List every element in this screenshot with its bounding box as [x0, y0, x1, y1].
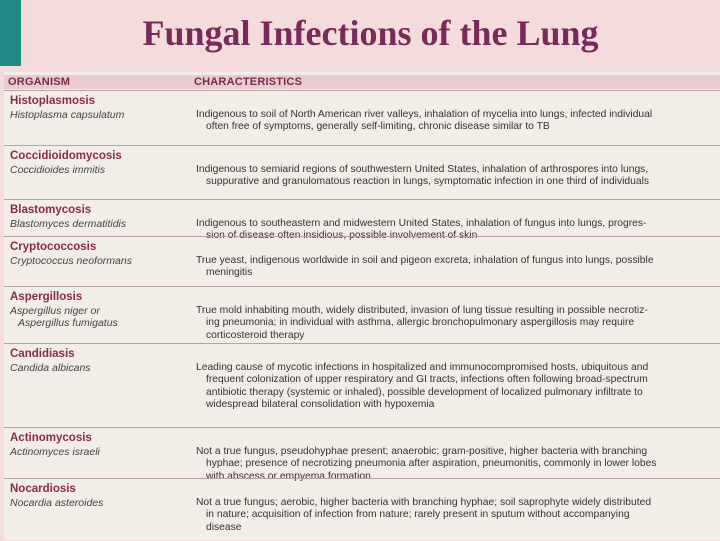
characteristics-line: in nature; acquisition of infection from nature; rarely present in sputum without accompanying [206, 509, 630, 521]
table-row [4, 478, 720, 541]
characteristics-line: True mold inhabiting mouth, widely distributed, invasion of lung tissue resulting in possible necrotiz- [196, 305, 648, 316]
characteristics-text [196, 255, 712, 280]
organism-name: Candidiasis [10, 348, 75, 360]
characteristics-line: Not a true fungus, pseudohyphae present; anaerobic; gram-positive, higher bacteria with branching [196, 446, 648, 457]
characteristics-line: ing pneumonia; in individual with asthma, allergic bronchopulmonary aspergillosis may require [206, 317, 635, 329]
table-page [4, 72, 720, 540]
species-name [10, 362, 91, 374]
species-name [10, 255, 132, 267]
characteristics-line: Not a true fungus; aerobic, higher bacteria with branching hyphae; soil saprophyte widely distributed [196, 497, 652, 508]
species-line: Cryptococcus neoformans [10, 255, 132, 267]
characteristics-line: suppurative and granulomatous reaction in lungs, symptomatic infection in one third of individuals [206, 176, 650, 188]
characteristics-line: often free of symptoms, generally self-limiting, chronic disease similar to TB [206, 121, 550, 133]
accent-bar [0, 0, 21, 66]
table-row [4, 199, 720, 242]
characteristics-line: sion of disease often insidious, possible involvement of skin [206, 230, 478, 242]
header-organism: ORGANISM [8, 76, 71, 88]
species-name [10, 446, 100, 458]
characteristics-line: True yeast, indigenous worldwide in soil and pigeon excreta, inhalation of fungus into lungs, possible [196, 255, 654, 266]
table-row [4, 286, 720, 344]
organism-name: Histoplasmosis [10, 95, 95, 107]
characteristics-line: Indigenous to southeastern and midwestern United States, inhalation of fungus into lungs, progres- [196, 218, 647, 229]
species-line: Histoplasma capsulatum [10, 109, 125, 121]
characteristics-text [196, 305, 712, 342]
table-header [4, 75, 720, 89]
characteristics-line: hyphae; presence of necrotizing pneumonia after aspiration, pneumonitis, commonly in lower lobes [206, 458, 657, 470]
characteristics-line: Leading cause of mycotic infections in hospitalized and immunocompromised hosts, ubiquitous and [196, 362, 649, 373]
species-line: Aspergillus fumigatus [18, 317, 118, 329]
species-name [10, 305, 118, 329]
characteristics-line: Indigenous to semiarid regions of southwestern United States, inhalation of arthrospores into lungs, [196, 164, 649, 175]
species-name [10, 497, 103, 509]
characteristics-line: corticosteroid therapy [206, 329, 305, 341]
species-line: Blastomyces dermatitidis [10, 218, 127, 230]
characteristics-text [196, 362, 712, 411]
characteristics-line: disease [206, 521, 242, 533]
organism-name: Blastomycosis [10, 204, 92, 216]
species-name [10, 109, 124, 121]
characteristics-text [196, 109, 712, 134]
organism-name: Nocardiosis [10, 483, 76, 495]
characteristics-line: antibiotic therapy (systemic or inhaled), possible development of localized pulmonary infiltrate to [206, 386, 643, 398]
species-name [10, 218, 126, 230]
characteristics-line: with abscess or empyema formation [206, 470, 371, 482]
species-line: Actinomyces israeli [10, 446, 100, 458]
organism-name: Coccidioidomycosis [10, 150, 122, 162]
table-row [4, 343, 720, 428]
organism-name: Aspergillosis [10, 291, 83, 303]
characteristics-line: meningitis [206, 267, 253, 279]
species-line: Coccidioides immitis [10, 164, 106, 176]
slide-title: Fungal Infections of the Lung [142, 13, 599, 53]
species-line: Candida albicans [10, 362, 91, 374]
characteristics-line: widespread bilateral consolidation with hypoxemia [206, 398, 435, 410]
table-row [4, 90, 720, 146]
header-characteristics: CHARACTERISTICS [194, 76, 303, 88]
species-line: Aspergillus niger or [10, 305, 100, 317]
characteristics-text [196, 497, 712, 534]
characteristics-line: frequent colonization of upper respiratory and GI tracts, infections often following broad-spectrum [206, 374, 648, 386]
table-row [4, 236, 720, 287]
organism-name: Actinomycosis [10, 432, 92, 444]
table-row [4, 427, 720, 482]
species-line: Nocardia asteroides [10, 497, 104, 509]
characteristics-line: Indigenous to soil of North American river valleys, inhalation of mycelia into lungs, infected individual [196, 109, 653, 120]
organism-name: Cryptococcosis [10, 241, 97, 253]
species-name [10, 164, 105, 176]
table-row [4, 145, 720, 200]
characteristics-text [196, 164, 712, 189]
